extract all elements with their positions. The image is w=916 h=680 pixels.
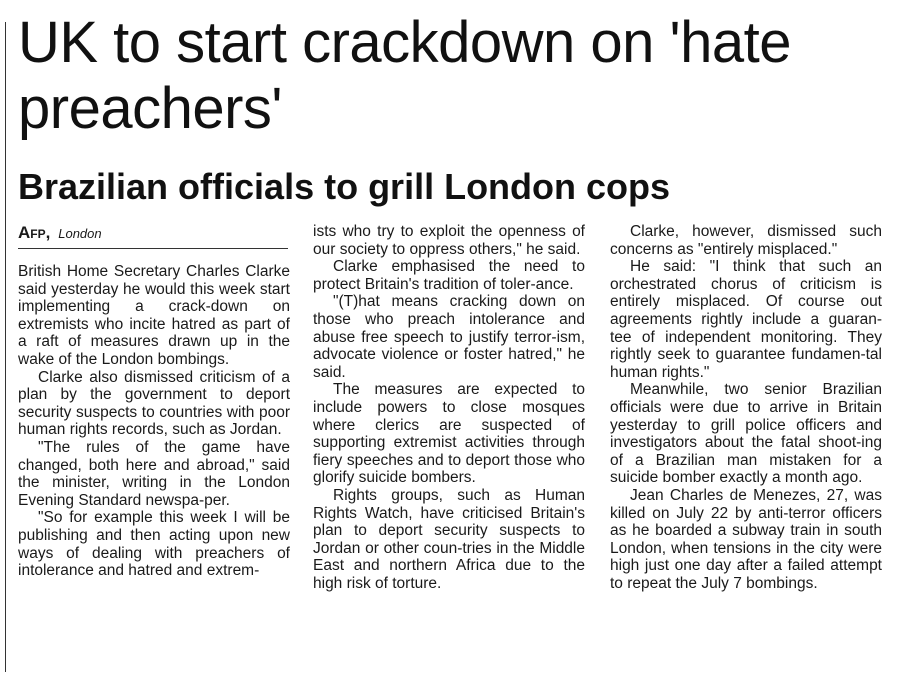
paragraph: Clarke also dismissed criticism of a plan by the government to deport security suspects to countries with poor human rights records, such as Jordan. — [18, 368, 290, 439]
paragraph: "The rules of the game have changed, both here and abroad," said the minister, writing in the London Evening Standard newspa-per. — [18, 438, 290, 509]
column-rule — [5, 22, 6, 672]
paragraph: Clarke emphasised the need to protect Britain's tradition of toler-ance. — [313, 258, 585, 293]
paragraph: "(T)hat means cracking down on those who preach intolerance and abuse free speech to justify terror-ism, advocate violence or foster hatred," he said. — [313, 293, 585, 381]
byline — [18, 224, 288, 249]
article-column-2 — [313, 223, 585, 592]
subheadline: Brazilian officials to grill London cops — [18, 166, 671, 207]
article-column-3 — [610, 223, 882, 592]
byline-place: London — [58, 226, 102, 241]
paragraph: Meanwhile, two senior Brazilian officials were due to arrive in Britain yesterday to grill police officers and investigators about the fatal shoot-ing of a Brazilian man mistaken for a suicide bomber exactly a month ago. — [610, 381, 882, 487]
paragraph: "So for example this week I will be publishing and then acting upon new ways of dealing with preachers of intolerance and hatred and extrem- — [18, 509, 290, 580]
paragraph: The measures are expected to include powers to close mosques where clerics are suspected of supporting extremist activities through fiery speeches and to deport those who glorify suicide bombers. — [313, 381, 585, 487]
byline-agency: Afp, — [18, 223, 51, 242]
paragraph: Clarke, however, dismissed such concerns as "entirely misplaced." — [610, 223, 882, 258]
paragraph: He said: "I think that such an orchestrated chorus of criticism is entirely misplaced. Of course out agreements rightly include a guaran-tee of independent monitoring. They rightly seek to guarantee fundamen-tal human rights." — [610, 258, 882, 381]
paragraph: Rights groups, such as Human Rights Watch, have criticised Britain's plan to deport security suspects to Jordan or other coun-tries in the Middle East and northern Africa due to the high risk of torture. — [313, 486, 585, 592]
paragraph: ists who try to exploit the openness of our society to oppress others," he said. — [313, 223, 585, 258]
paragraph: Jean Charles de Menezes, 27, was killed on July 22 by anti-terror officers as he boarded a subway train in south London, when tensions in the city were high just one day after a failed attempt to repeat the July 7 bombings. — [610, 486, 882, 592]
paragraph: British Home Secretary Charles Clarke said yesterday he would this week start implementing a crack-down on extremists who incite hatred as part of a raft of measures drawn up in the wake of the London bombings. — [18, 263, 290, 368]
headline: UK to start crackdown on 'hate preachers' — [18, 10, 792, 141]
article-column-1 — [18, 263, 290, 580]
